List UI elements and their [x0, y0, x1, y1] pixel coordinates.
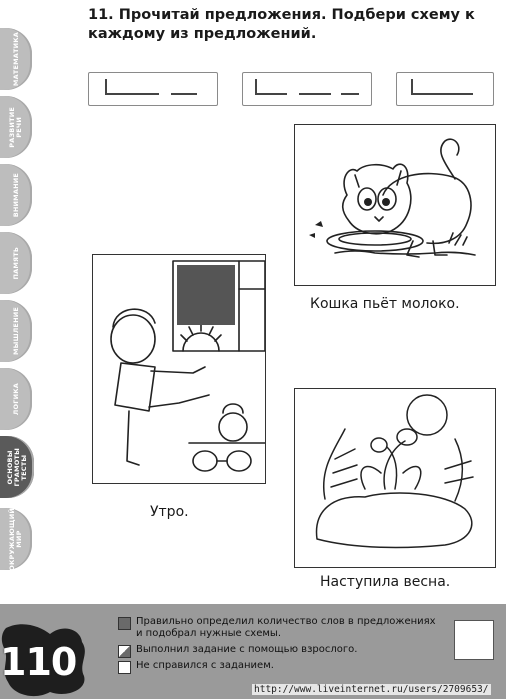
tab-label: ОКРУЖАЮЩИЙ МИР: [8, 507, 23, 571]
legend-item-correct: [118, 616, 438, 640]
half-square-icon: [118, 645, 131, 658]
tab-memory[interactable]: [0, 232, 32, 294]
self-assessment-legend: [118, 616, 438, 676]
result-box[interactable]: [454, 620, 494, 660]
tab-label: ОСНОВЫ ГРАМОТЫ ТЕСТЫ: [5, 447, 28, 487]
legend-item-with-help: [118, 644, 438, 656]
legend-text: Выполнил задание с помощью взрослого.: [136, 644, 358, 655]
spring-picture: [294, 388, 496, 568]
cat-caption: Кошка пьёт молоко.: [310, 296, 460, 312]
watermark-url: http://www.liveinternet.ru/users/2709653/: [254, 684, 489, 695]
filled-square-icon: [118, 617, 131, 630]
tab-label: ВНИМАНИЕ: [11, 172, 20, 218]
tab-attention[interactable]: [0, 164, 32, 226]
task-title: 11. Прочитай предложения. Подбери схему к каждому из предложений.: [88, 7, 475, 42]
legend-text: Правильно определил количество слов в предложениях и подобрал нужные схемы.: [136, 616, 436, 639]
tab-label: МАТЕМАТИКА: [11, 31, 20, 87]
tab-thinking[interactable]: [0, 300, 32, 362]
boy-exercising-picture: [92, 254, 266, 484]
page-number: 110: [0, 640, 77, 684]
legend-text: Не справился с заданием.: [136, 660, 274, 671]
scheme-box-1[interactable]: [88, 72, 218, 106]
scheme-box-3[interactable]: [396, 72, 494, 106]
scheme-row: [0, 72, 506, 106]
cat-drinking-milk-picture: [294, 124, 496, 286]
cat-illustration: [295, 125, 495, 285]
tab-literacy[interactable]: [0, 436, 34, 498]
legend-item-failed: [118, 660, 438, 672]
boy-illustration: [93, 255, 265, 483]
tab-world[interactable]: [0, 508, 32, 570]
scheme-box-2[interactable]: [242, 72, 372, 106]
tab-label: ЛОГИКА: [11, 382, 20, 416]
spring-caption: Наступила весна.: [320, 574, 451, 590]
tab-logic[interactable]: [0, 368, 32, 430]
tab-label: ПАМЯТЬ: [11, 246, 20, 280]
tab-label: РАЗВИТИЕ РЕЧИ: [8, 106, 23, 148]
tab-label: МЫШЛЕНИЕ: [11, 307, 20, 355]
boy-caption: Утро.: [150, 504, 189, 520]
spring-illustration: [295, 389, 495, 567]
empty-square-icon: [118, 661, 131, 674]
